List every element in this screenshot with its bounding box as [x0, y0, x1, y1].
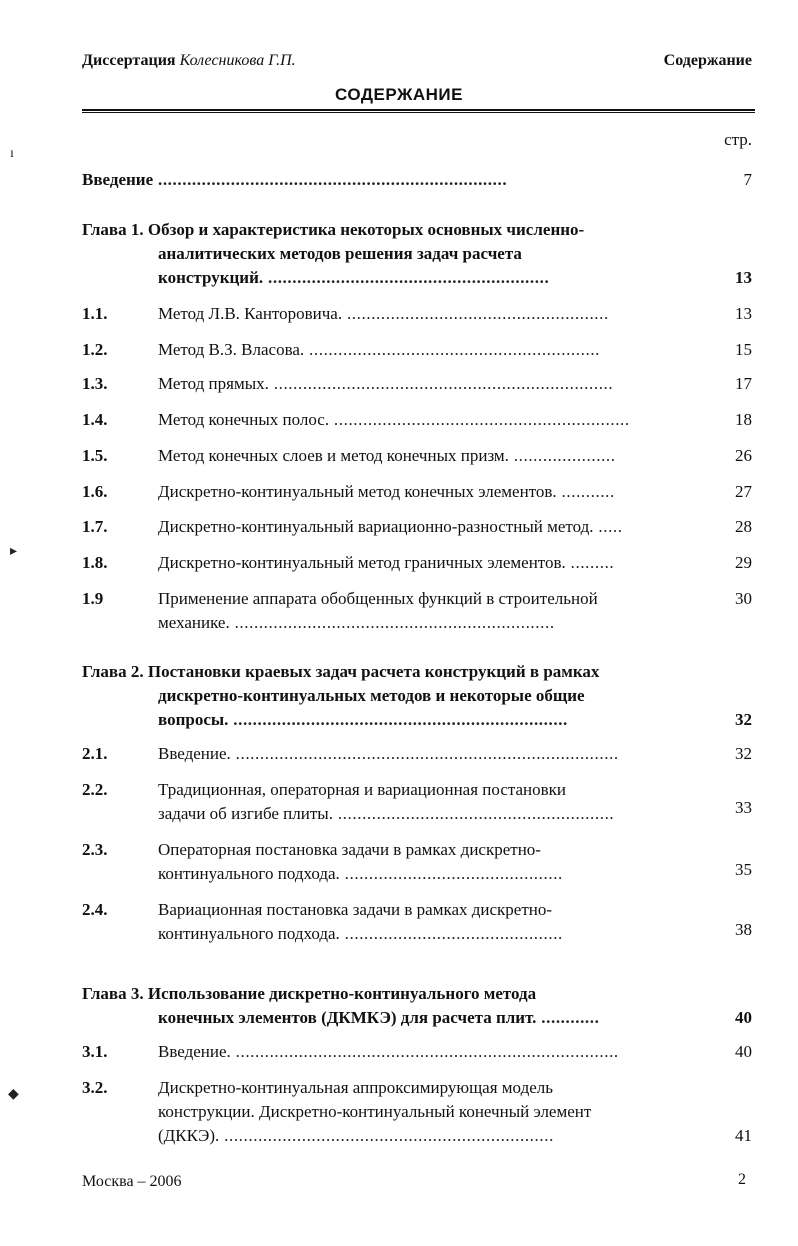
toc-item-title: Введение. ............................................................................... — [158, 1042, 619, 1061]
toc-item-title: Метод конечных полос. ............................................................. — [158, 410, 630, 429]
toc-page-number: 7 — [743, 170, 752, 189]
toc-page-number: 13 — [735, 304, 752, 323]
toc-page-number: 33 — [735, 798, 752, 817]
toc-page-number: 18 — [735, 410, 752, 429]
toc-item-number: 3.1. — [82, 1042, 108, 1061]
toc-item-title: Дискретно-континуальная аппроксимирующая модель — [158, 1078, 554, 1097]
toc-item-number: 1.1. — [82, 304, 108, 323]
toc-item-title: Применение аппарата обобщенных функций в строительной — [158, 589, 598, 608]
toc-page-number: 17 — [735, 374, 752, 393]
chapter-page-number: 40 — [735, 1008, 752, 1027]
toc-item-number: 3.2. — [82, 1078, 108, 1097]
toc-item-title: механике. .................................................................. — [158, 613, 555, 632]
margin-mark: ı — [10, 146, 14, 161]
toc-item-title: Дискретно-континуальный вариационно-разностный метод. ..... — [158, 517, 623, 536]
toc-item-title: Операторная постановка задачи в рамках дискретно- — [158, 840, 541, 859]
chapter-title-line: конструкций. .......................................................... — [158, 268, 550, 287]
page-column-label: стр. — [724, 130, 752, 149]
toc-item-number: 2.4. — [82, 900, 108, 919]
footer-city-year: Москва – 2006 — [82, 1173, 182, 1190]
toc-item-number: 1.8. — [82, 553, 108, 572]
leader-dots: ........................................................................ — [153, 170, 508, 189]
toc-item-title: задачи об изгибе плиты. ......................................................... — [158, 804, 615, 823]
chapter-title-line: Глава 2. Постановки краевых задач расчета конструкций в рамках — [82, 662, 600, 681]
toc-item-title: Дискретно-континуальный метод конечных элементов. ........... — [158, 482, 615, 501]
toc-item-number: 1.5. — [82, 446, 108, 465]
chapter-page-number: 32 — [735, 710, 752, 729]
toc-item-number: 1.9 — [82, 589, 104, 608]
toc-page-number: 26 — [735, 446, 752, 465]
header-author-name: Колесникова Г.П. — [179, 52, 296, 69]
toc-page-number: 35 — [735, 860, 752, 879]
toc-entry-label: Введение — [82, 170, 154, 189]
toc-item-number: 2.3. — [82, 840, 108, 859]
chapter-title-line: Глава 3. Использование дискретно-континуального метода — [82, 984, 537, 1003]
toc-page-number: 30 — [735, 589, 752, 608]
toc-item-title: Метод конечных слоев и метод конечных призм. ..................... — [158, 446, 616, 465]
toc-page-number: 38 — [735, 920, 752, 939]
toc-item-title: Введение. ............................................................................... — [158, 744, 619, 763]
toc-item-title: Дискретно-континуальный метод граничных элементов. ......... — [158, 553, 615, 572]
toc-entry-intro — [82, 168, 507, 192]
toc-item-number: 1.2. — [82, 340, 108, 359]
toc-item-title: (ДККЭ). .................................................................... — [158, 1126, 554, 1145]
toc-page-number: 41 — [735, 1126, 752, 1145]
toc-item-title: Метод Л.В. Канторовича. ...................................................... — [158, 304, 609, 323]
margin-mark: ◆ — [8, 1087, 19, 1102]
chapter-title-line: вопросы. ..................................................................... — [158, 710, 568, 729]
toc-page-number: 29 — [735, 553, 752, 572]
toc-item-number: 1.6. — [82, 482, 108, 501]
toc-item-title: Традиционная, операторная и вариационная постановки — [158, 780, 567, 799]
toc-page-number: 32 — [735, 744, 752, 763]
toc-page-number: 40 — [735, 1042, 752, 1061]
chapter-title-line: Глава 1. Обзор и характеристика некоторых основных численно- — [82, 220, 585, 239]
chapter-title-line: аналитических методов решения задач расчета — [158, 244, 522, 263]
toc-item-title: континуального подхода. ............................................. — [158, 924, 563, 943]
toc-page-number: 15 — [735, 340, 752, 359]
toc-item-title: Вариационная постановка задачи в рамках дискретно- — [158, 900, 553, 919]
toc-item-title: континуального подхода. ............................................. — [158, 864, 563, 883]
chapter-title-line: дискретно-континуальных методов и некоторые общие — [158, 686, 585, 705]
toc-item-number: 2.2. — [82, 780, 108, 799]
chapter-title-line: конечных элементов (ДКМКЭ) для расчета плит. ............ — [158, 1008, 600, 1027]
header-divider — [82, 109, 755, 113]
toc-page-number: 28 — [735, 517, 752, 536]
toc-item-number: 2.1. — [82, 744, 108, 763]
toc-item-title: конструкции. Дискретно-континуальный конечный элемент — [158, 1102, 592, 1121]
margin-mark: ▸ — [10, 544, 18, 559]
running-header-author — [82, 52, 296, 70]
page-title: СОДЕРЖАНИЕ — [335, 85, 463, 104]
toc-item-title: Метод прямых. ...................................................................... — [158, 374, 614, 393]
header-dissertation-label: Диссертация — [82, 52, 176, 69]
toc-item-number: 1.7. — [82, 517, 108, 536]
toc-item-number: 1.4. — [82, 410, 108, 429]
toc-item-number: 1.3. — [82, 374, 108, 393]
toc-page-number: 27 — [735, 482, 752, 501]
chapter-page-number: 13 — [735, 268, 752, 287]
toc-item-title: Метод В.З. Власова. ............................................................ — [158, 340, 601, 359]
footer-page-number: 2 — [738, 1171, 746, 1188]
running-header-section: Содержание — [663, 52, 752, 69]
